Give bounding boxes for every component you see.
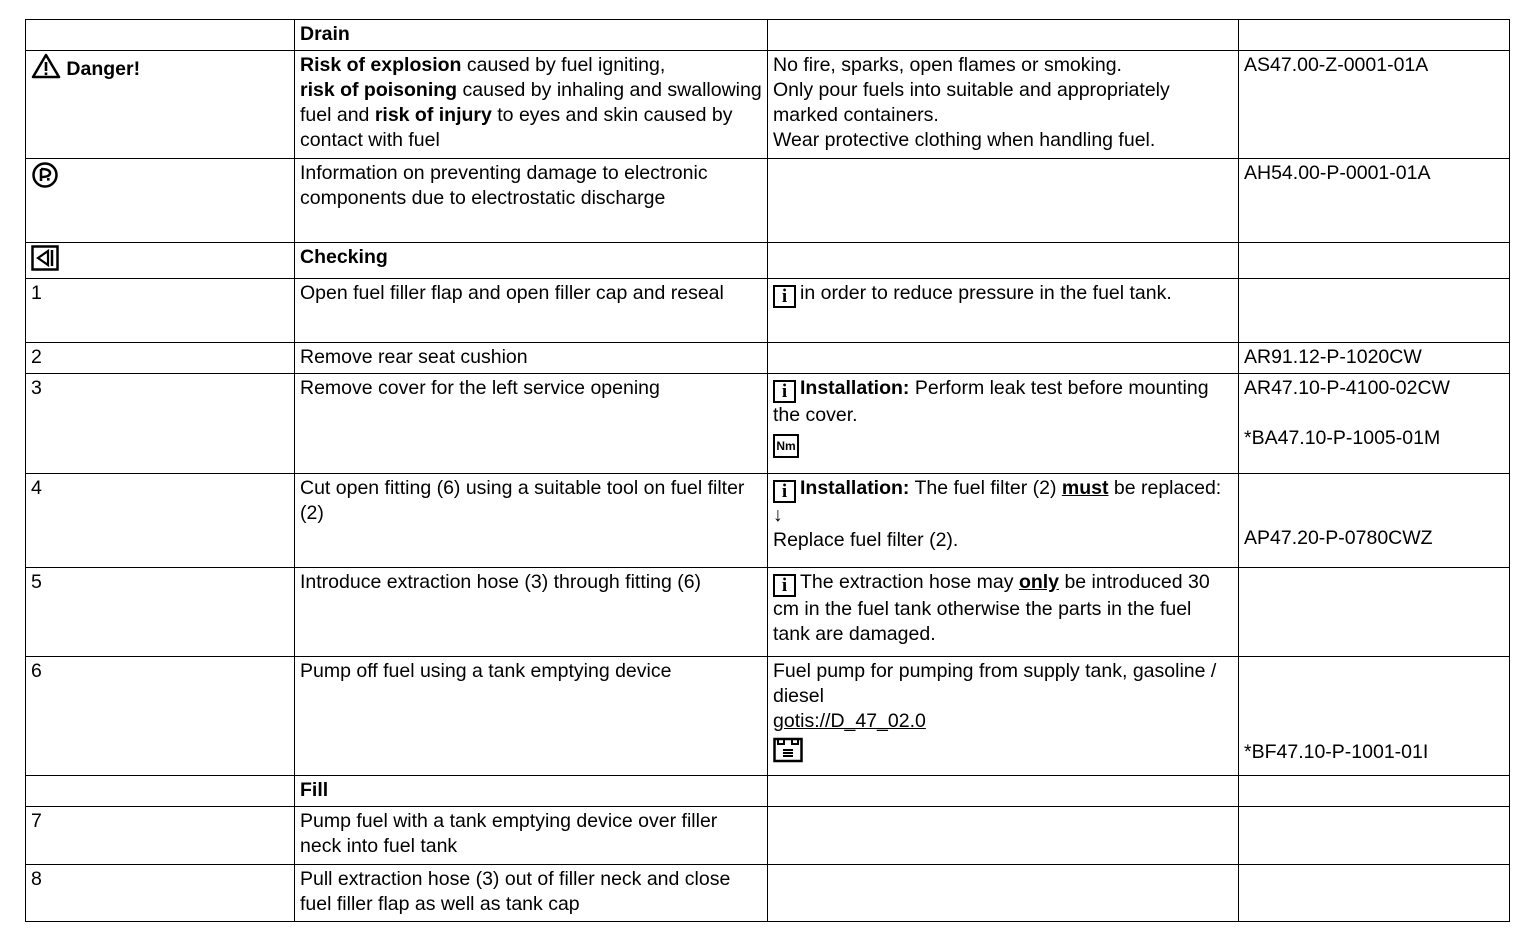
danger-measure: No fire, sparks, open flames or smoking. <box>773 54 1122 76</box>
danger-measure: Wear protective clothing when handling fuel. <box>773 129 1156 151</box>
note-cell <box>768 20 1239 51</box>
ref-cell <box>1239 568 1510 657</box>
note-text: The fuel filter (2) <box>909 477 1062 499</box>
step-text: Open fuel filler flap and open filler cap and reseal <box>295 279 768 343</box>
step-cell <box>26 20 295 51</box>
checking-icon-cell <box>26 243 295 279</box>
danger-measure: Only pour fuels into suitable and appropriately marked containers. <box>773 79 1170 126</box>
arrow-down-icon: ↓ <box>773 504 783 526</box>
step-number: 7 <box>26 807 295 865</box>
step-note <box>768 279 1239 343</box>
danger-risk-injury: risk of injury <box>374 104 492 126</box>
note-label: Installation: <box>800 377 910 399</box>
danger-label-cell <box>26 51 295 159</box>
ref-cell <box>1239 20 1510 51</box>
ref-cell <box>1239 865 1510 922</box>
info-icon: i <box>773 574 796 597</box>
note-text: The extraction hose may <box>800 571 1019 593</box>
note-text-2: Replace fuel filter (2). <box>773 529 959 551</box>
step-ref-2[interactable]: *BA47.10-P-1005-01M <box>1244 427 1441 449</box>
step-row <box>26 807 1510 865</box>
esd-row <box>26 159 1510 243</box>
ref-cell <box>1239 807 1510 865</box>
danger-ref[interactable]: AS47.00-Z-0001-01A <box>1239 51 1510 159</box>
note-cell <box>768 865 1239 922</box>
section-title-drain: Drain <box>295 20 768 51</box>
note-text: Fuel pump for pumping from supply tank, gasoline / diesel <box>773 660 1217 707</box>
step-text: Remove rear seat cushion <box>295 343 768 374</box>
step-number: 5 <box>26 568 295 657</box>
note-text: in order to reduce pressure in the fuel tank. <box>800 282 1172 304</box>
step-text: Cut open fitting (6) using a suitable tool on fuel filter (2) <box>295 474 768 568</box>
danger-risk-poisoning: risk of poisoning <box>300 79 458 101</box>
step-text: Pull extraction hose (3) out of filler neck and close fuel filler flap as well as tank cap <box>295 865 768 922</box>
step-row <box>26 474 1510 568</box>
note-emphasis: must <box>1061 477 1109 499</box>
section-title-fill: Fill <box>295 776 768 807</box>
step-number: 8 <box>26 865 295 922</box>
note-label: Installation: <box>800 477 910 499</box>
procedure-table <box>25 19 1510 922</box>
step-row <box>26 279 1510 343</box>
step-ref[interactable]: *BF47.10-P-1001-01I <box>1244 741 1429 763</box>
danger-text-part: caused by fuel igniting, <box>461 54 666 76</box>
danger-text-part: caused by inhaling and swallowing fuel and <box>300 79 762 126</box>
note-text: be introduced 30 cm in the fuel tank otherwise the parts in the fuel tank are damaged. <box>773 571 1210 645</box>
gotis-link[interactable]: gotis://D_47_02.0 <box>773 710 926 732</box>
esd-icon-cell <box>26 159 295 243</box>
step-note <box>768 374 1239 474</box>
section-row-fill <box>26 776 1510 807</box>
step-number: 2 <box>26 343 295 374</box>
step-ref[interactable]: AP47.20-P-0780CWZ <box>1244 527 1433 549</box>
step-note <box>768 474 1239 568</box>
section-row-drain <box>26 20 1510 51</box>
note-cell <box>768 776 1239 807</box>
step-row <box>26 865 1510 922</box>
step-number: 6 <box>26 657 295 776</box>
step-row <box>26 657 1510 776</box>
esd-text: Information on preventing damage to electronic components due to electrostatic discharge <box>295 159 768 243</box>
step-note <box>768 568 1239 657</box>
step-row <box>26 568 1510 657</box>
ref-cell <box>1239 776 1510 807</box>
ref-cell <box>1239 279 1510 343</box>
step-refs <box>1239 657 1510 776</box>
note-text: be replaced: <box>1108 477 1222 499</box>
section-title-checking: Checking <box>295 243 768 279</box>
special-tool-icon <box>773 737 803 763</box>
note-text: Perform leak test before mounting the cover. <box>773 377 1209 426</box>
danger-label: Danger! <box>66 58 141 80</box>
step-text: Introduce extraction hose (3) through fitting (6) <box>295 568 768 657</box>
ref-cell <box>1239 243 1510 279</box>
step-number: 1 <box>26 279 295 343</box>
esd-notice-icon <box>31 161 59 189</box>
checking-procedure-icon <box>31 245 59 271</box>
step-note <box>768 657 1239 776</box>
step-row <box>26 374 1510 474</box>
info-icon: i <box>773 285 796 308</box>
step-refs <box>1239 374 1510 474</box>
step-ref[interactable]: AR91.12-P-1020CW <box>1239 343 1510 374</box>
note-cell <box>768 243 1239 279</box>
esd-ref[interactable]: AH54.00-P-0001-01A <box>1239 159 1510 243</box>
section-row-checking <box>26 243 1510 279</box>
step-text: Pump off fuel using a tank emptying device <box>295 657 768 776</box>
step-refs <box>1239 474 1510 568</box>
step-row <box>26 343 1510 374</box>
torque-icon: Nm <box>773 434 799 458</box>
danger-risk-explosion: Risk of explosion <box>300 54 462 76</box>
step-text: Pump fuel with a tank emptying device over filler neck into fuel tank <box>295 807 768 865</box>
step-cell <box>26 776 295 807</box>
step-ref[interactable]: AR47.10-P-4100-02CW <box>1244 377 1450 399</box>
note-cell <box>768 159 1239 243</box>
step-number: 3 <box>26 374 295 474</box>
danger-row <box>26 51 1510 159</box>
info-icon: i <box>773 480 796 503</box>
step-note <box>768 343 1239 374</box>
step-number: 4 <box>26 474 295 568</box>
danger-text <box>295 51 768 159</box>
info-icon: i <box>773 380 796 403</box>
danger-measures <box>768 51 1239 159</box>
note-emphasis: only <box>1018 571 1060 593</box>
warning-triangle-icon <box>31 53 61 79</box>
danger-text-part: to eyes and skin caused by contact with fuel <box>300 104 733 151</box>
note-cell <box>768 807 1239 865</box>
step-text: Remove cover for the left service opening <box>295 374 768 474</box>
